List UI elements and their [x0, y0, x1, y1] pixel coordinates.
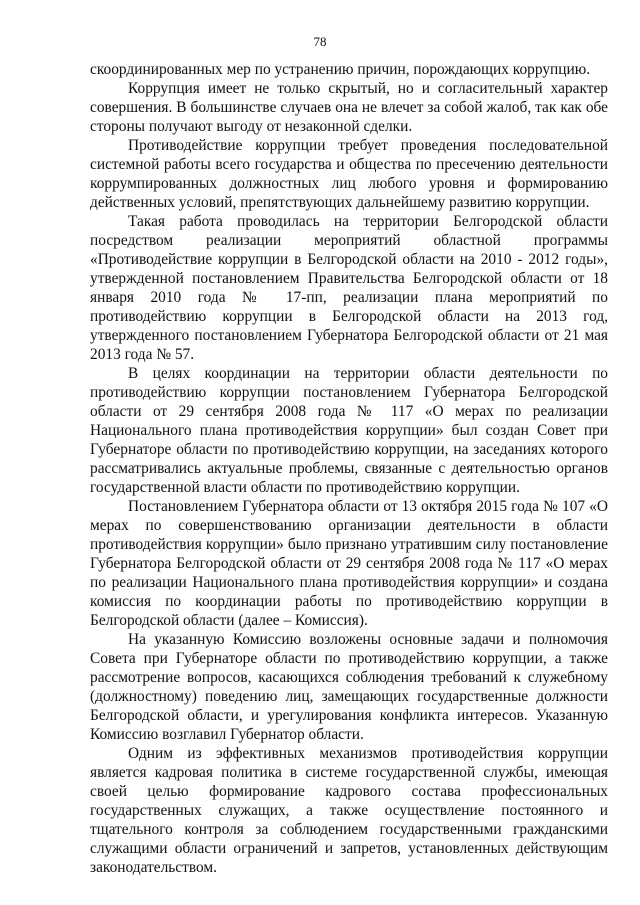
paragraph: В целях координации на территории области деятельности по противодействию коррупции постановлением Губернатора Белгородской области от 29 сентября 2008 года № 117 «О мерах по реализации Национального плана противодействия коррупции» был создан Совет при Губернаторе области по противодействию коррупции, на заседаниях которого рассматривались актуальные проблемы, связанные с деятельностью органов государственной власти области по противодействию коррупции. [90, 365, 608, 496]
paragraph: На указанную Комиссию возложены основные задачи и полномочия Совета при Губернаторе области по противодействию коррупции, а также рассмотрение вопросов, касающихся соблюдения требований к служебному (должностному) поведению лиц, замещающих государственные должности Белгородской области, и урегулирования конфликта интересов. Указанную Комиссию возглавил Губернатор области. [90, 631, 608, 743]
paragraph: Постановлением Губернатора области от 13 октября 2015 года № 107 «О мерах по совершенствованию организации деятельности в области противодействия коррупции» было признано утратившим силу постановление Губернатора Белгородской области от 29 сентября 2008 года № 117 «О мерах по реализации Национального плана противодействия коррупции» и создана комиссия по координации работы по противодействию коррупции в Белгородской области (далее – Комиссия). [90, 498, 608, 629]
paragraph: Коррупция имеет не только скрытый, но и согласительный характер совершения. В большинстве случаев она не влечет за собой жалоб, так как обе стороны получают выгоду от незаконной сделки. [90, 80, 608, 135]
paragraph: Одним из эффективных механизмов противодействия коррупции является кадровая политика в системе государственной службы, имеющая своей целью формирование кадрового состава профессиональных государственных служащих, а также осуществление постоянного и тщательного контроля за соблюдением государственными гражданскими служащими области ограничений и запретов, установленных действующим законодательством. [90, 745, 608, 876]
paragraph: Противодействие коррупции требует проведения последовательной системной работы всего государства и общества по пресечению деятельности коррумпированных должностных лиц любого уровня и формированию действенных условий, препятствующих дальнейшему развитию коррупции. [90, 137, 608, 211]
page-number: 78 [313, 34, 327, 49]
paragraph: Такая работа проводилась на территории Белгородской области посредством реализации мероприятий областной программы «Противодействие коррупции в Белгородской области на 2010 - 2012 годы», утвержденной постановлением Правительства Белгородской области от 18 января 2010 года № 17-пп, реализации плана мероприятий по противодействию коррупции в Белгородской области на 2013 год, утвержденного постановлением Губернатора Белгородской области от 21 мая 2013 года № 57. [90, 213, 608, 363]
paragraph: скоординированных мер по устранению причин, порождающих коррупцию. [90, 61, 591, 78]
document-body [90, 60, 608, 877]
